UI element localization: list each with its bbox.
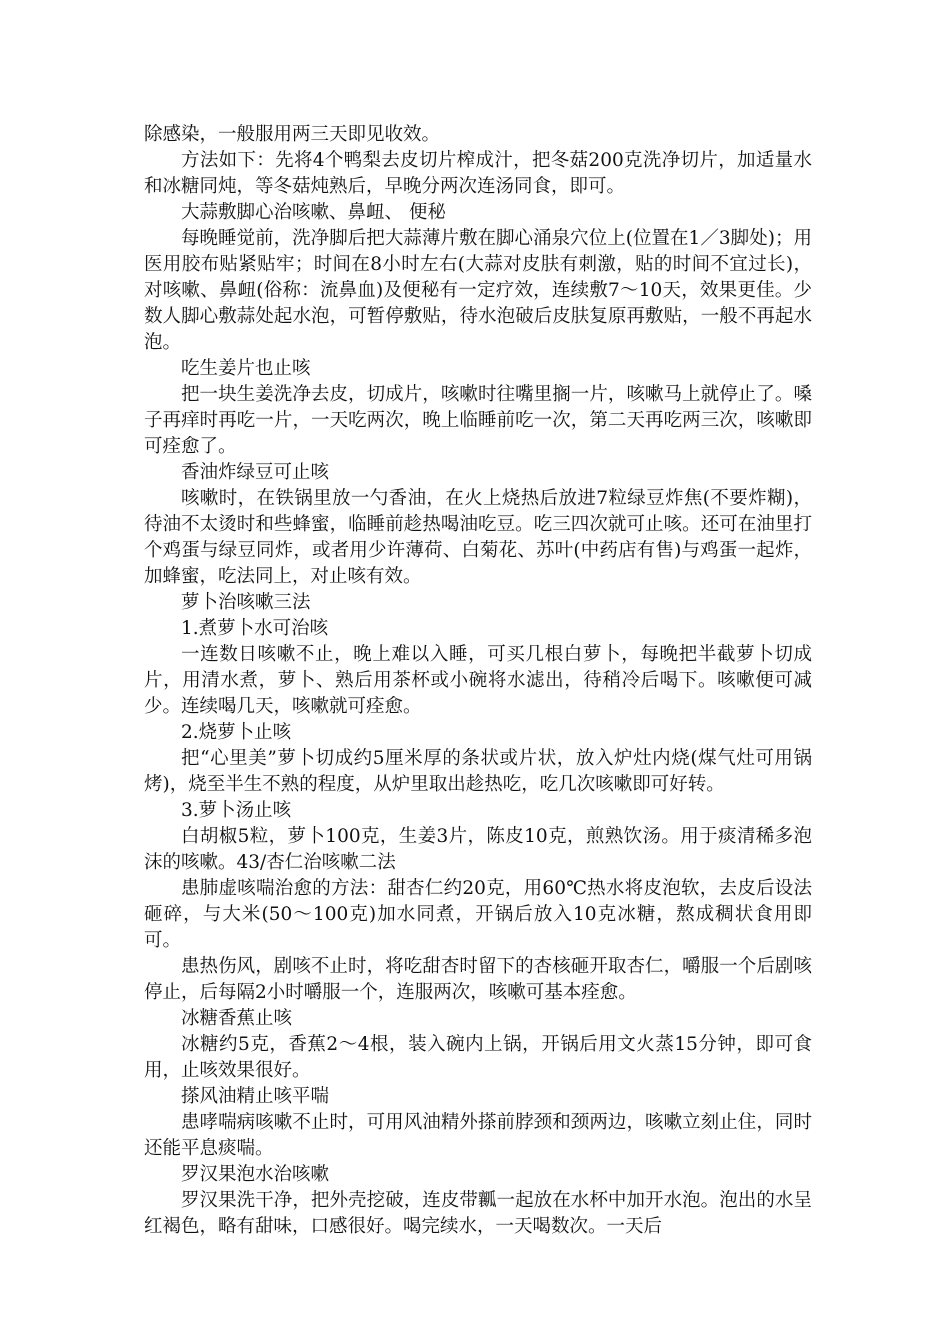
- document-body: [144, 122, 812, 1240]
- paragraph-ginger: 把一块生姜洗净去皮，切成片，咳嗽时往嘴里搁一片，咳嗽马上就停止了。嗓子再痒时再吃一片，一天吃两次，晚上临睡前吃一次，第二天再吃两三次，咳嗽即可痊愈了。: [144, 384, 812, 457]
- heading-wind-oil: 搽风油精止咳平喘: [181, 1086, 330, 1107]
- heading-sesame-mungbean: 香油炸绿豆可止咳: [181, 462, 330, 483]
- subheading-radish-water: 1.煮萝卜水可治咳: [181, 618, 329, 639]
- paragraph-continuation: 除感染，一般服用两三天即见收效。: [144, 124, 441, 145]
- paragraph-radish-water: 一连数日咳嗽不止，晚上难以入睡，可买几根白萝卜，每晚把半截萝卜切成片，用清水煮，萝卜、熟后用茶杯或小碗将水滤出，待稍冷后喝下。咳嗽便可减少。连续喝几天，咳嗽就可痊愈。: [144, 644, 812, 717]
- paragraph-sesame-mungbean: 咳嗽时，在铁锅里放一勺香油，在火上烧热后放进7粒绿豆炸焦(不要炸糊)，待油不太烫时和些蜂蜜，临睡前趁热喝油吃豆。吃三四次就可止咳。还可在油里打个鸡蛋与绿豆同炸，或者用少许薄荷、白菊花、苏叶(中药店有售)与鸡蛋一起炸，加蜂蜜，吃法同上，对止咳有效。: [144, 488, 812, 587]
- paragraph-apricot-lung: 患肺虚咳喘治愈的方法：甜杏仁约20克，用60℃热水将皮泡软，去皮后设法砸碎，与大米(50～100克)加水同煮，开锅后放入10克冰糖，熬成稠状食用即可。: [144, 878, 812, 951]
- paragraph-wind-oil: 患哮喘病咳嗽不止时，可用风油精外搽前脖颈和颈两边，咳嗽立刻止住，同时还能平息痰喘。: [144, 1112, 812, 1159]
- heading-rock-sugar-banana: 冰糖香蕉止咳: [181, 1008, 293, 1029]
- heading-radish-three: 萝卜治咳嗽三法: [181, 592, 311, 613]
- subheading-radish-soup: 3.萝卜汤止咳: [181, 800, 292, 821]
- paragraph-radish-soup: 白胡椒5粒，萝卜100克，生姜3片，陈皮10克，煎熟饮汤。用于痰清稀多泡沫的咳嗽。43/杏仁治咳嗽二法: [144, 826, 812, 873]
- paragraph-apricot-cold: 患热伤风，剧咳不止时，将吃甜杏时留下的杏核砸开取杏仁，嚼服一个后剧咳停止，后每隔2小时嚼服一个，连服两次，咳嗽可基本痊愈。: [144, 956, 812, 1003]
- heading-garlic-foot: 大蒜敷脚心治咳嗽、鼻衄、 便秘: [181, 202, 446, 223]
- paragraph-roast-radish: 把“心里美”萝卜切成约5厘米厚的条状或片状，放入炉灶内烧(煤气灶可用锅烤)，烧至半生不熟的程度，从炉里取出趁热吃，吃几次咳嗽即可好转。: [144, 748, 812, 795]
- subheading-roast-radish: 2.烧萝卜止咳: [181, 722, 292, 743]
- heading-luohan-fruit: 罗汉果泡水治咳嗽: [181, 1164, 330, 1185]
- paragraph-method: 方法如下：先将4个鸭梨去皮切片榨成汁，把冬菇200克洗净切片，加适量水和冰糖同炖，等冬菇炖熟后，早晚分两次连汤同食，即可。: [144, 150, 812, 197]
- paragraph-garlic-foot: 每晚睡觉前，洗净脚后把大蒜薄片敷在脚心涌泉穴位上(位置在1／3脚处)；用医用胶布贴紧贴牢；时间在8小时左右(大蒜对皮肤有刺激，贴的时间不宜过长)，对咳嗽、鼻衄(俗称：流鼻血)及便秘有一定疗效，连续敷7～10天，效果更佳。少数人脚心敷蒜处起水泡，可暂停敷贴，待水泡破后皮肤复原再敷贴，一般不再起水泡。: [144, 228, 812, 353]
- paragraph-luohan-fruit: 罗汉果洗干净，把外壳挖破，连皮带瓤一起放在水杯中加开水泡。泡出的水呈红褐色，略有甜味，口感很好。喝完续水，一天喝数次。一天后: [144, 1190, 812, 1237]
- paragraph-rock-sugar-banana: 冰糖约5克，香蕉2～4根，装入碗内上锅，开锅后用文火蒸15分钟，即可食用，止咳效果很好。: [144, 1034, 812, 1081]
- heading-ginger: 吃生姜片也止咳: [181, 358, 311, 379]
